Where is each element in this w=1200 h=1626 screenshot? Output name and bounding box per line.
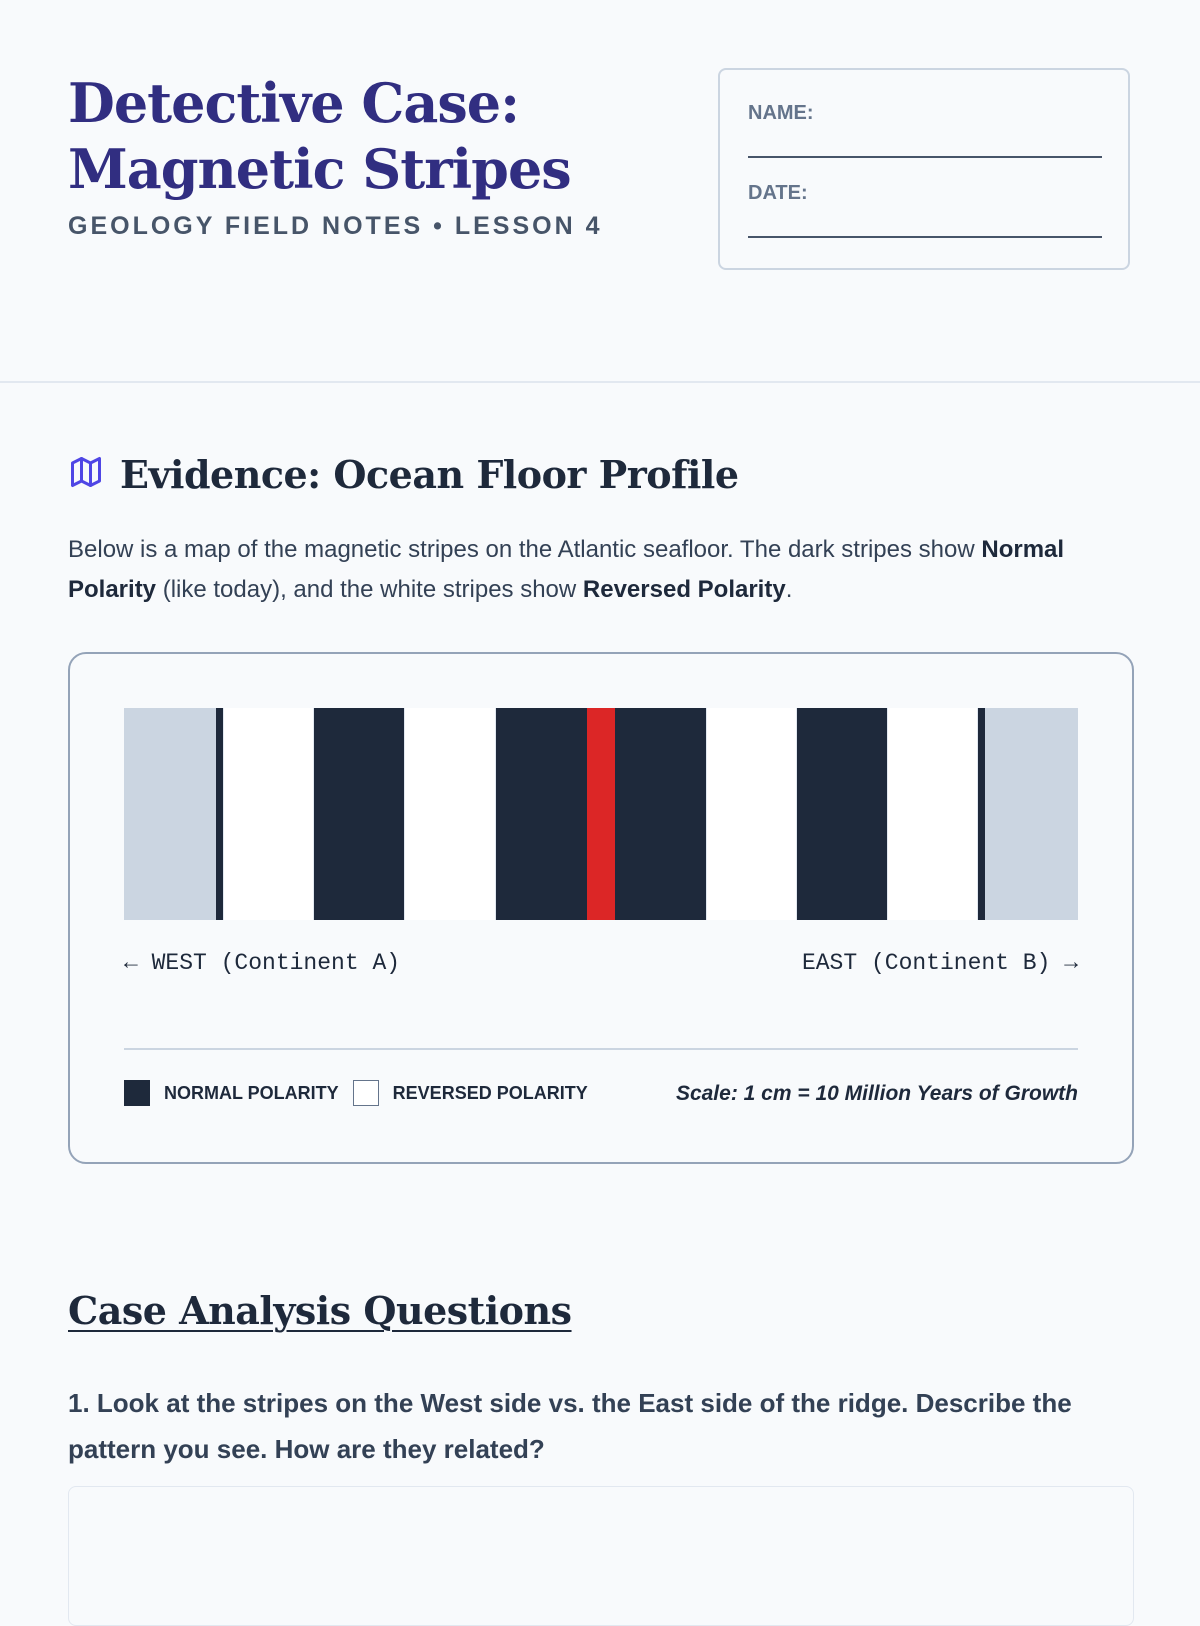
map-scale: Scale: 1 cm = 10 Million Years of Growth: [675, 1082, 1078, 1105]
date-field[interactable]: [748, 236, 1102, 238]
stripe-reversed: [404, 708, 496, 920]
page-subtitle: GEOLOGY FIELD NOTES • LESSON 4: [68, 212, 603, 240]
name-label: NAME:: [748, 102, 814, 124]
intro-normal-polarity: Normal Polarity: [68, 536, 1065, 603]
header-divider: [0, 381, 1200, 383]
ocean-floor-map: [68, 652, 1134, 1164]
evidence-intro: [68, 530, 1138, 610]
stripe-normal: [978, 708, 985, 920]
stripe-reversed: [887, 708, 978, 920]
stripe-normal: [615, 708, 706, 920]
magnetic-stripes: [124, 708, 1078, 920]
date-label: DATE:: [748, 182, 808, 204]
legend-reversed: [353, 1080, 588, 1106]
intro-text-2: (like today), and the white stripes show: [156, 576, 583, 603]
west-label: ← WEST (Continent A): [124, 950, 401, 976]
name-field[interactable]: [748, 156, 1102, 158]
intro-reversed-polarity: Reversed Polarity: [582, 576, 786, 603]
map-legend: [124, 1080, 602, 1106]
title-line-2: Magnetic Stripes: [68, 137, 571, 201]
mid-ocean-ridge: [587, 708, 615, 920]
evidence-title: Evidence: Ocean Floor Profile: [120, 452, 739, 497]
stripe-normal: [216, 708, 223, 920]
student-info-box: [718, 68, 1130, 270]
questions-heading: Case Analysis Questions: [68, 1288, 572, 1333]
east-label: EAST (Continent B) →: [801, 950, 1078, 976]
reversed-swatch: [353, 1080, 379, 1106]
page-title: [68, 70, 571, 202]
title-line-1: Detective Case:: [68, 71, 520, 135]
map-icon: [68, 454, 104, 495]
question-1-answer-box[interactable]: [68, 1486, 1134, 1626]
stripe-reversed: [706, 708, 797, 920]
question-1: 1. Look at the stripes on the West side vs. the East side of the ridge. Describe the pattern you see. How are they related?: [68, 1388, 1072, 1464]
stripe-reversed: [223, 708, 314, 920]
legend-normal-label: NORMAL POLARITY: [164, 1082, 339, 1103]
stripe-normal: [314, 708, 404, 920]
stripe-normal: [797, 708, 887, 920]
normal-swatch: [124, 1080, 150, 1106]
evidence-heading: [68, 452, 739, 497]
continental-crust-west: [124, 708, 216, 920]
intro-text-1: Below is a map of the magnetic stripes on the Atlantic seafloor. The dark stripes show: [68, 536, 982, 563]
intro-text-3: .: [785, 576, 793, 603]
worksheet-header: [68, 66, 1134, 316]
legend-reversed-label: REVERSED POLARITY: [392, 1082, 588, 1103]
stripe-normal: [496, 708, 587, 920]
legend-normal: [124, 1080, 339, 1106]
continental-crust-east: [985, 708, 1078, 920]
legend-divider: [124, 1048, 1078, 1050]
